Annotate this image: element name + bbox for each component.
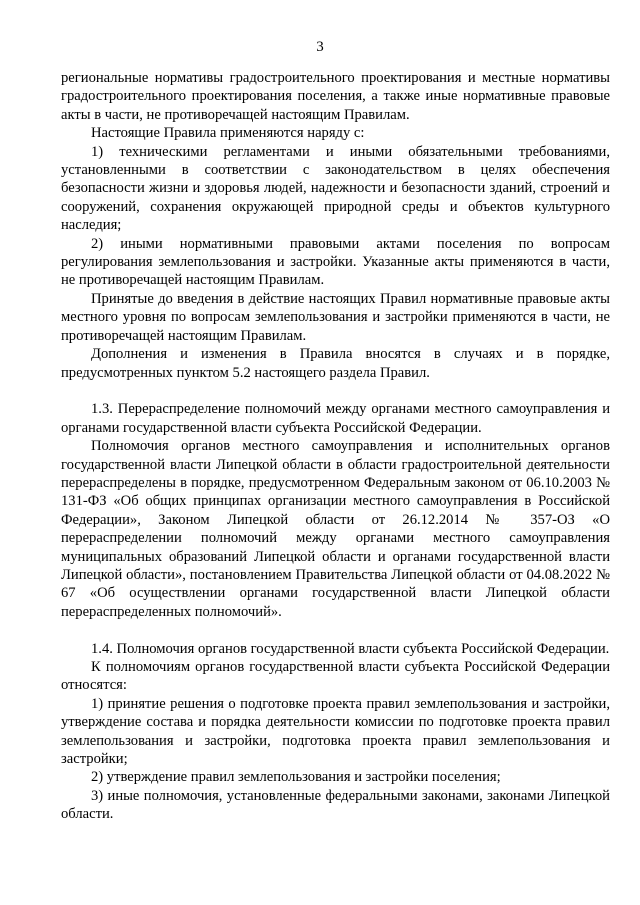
section-heading-1-4: 1.4. Полномочия органов государственной власти субъекта Российской Федерации. xyxy=(91,640,610,657)
paragraph-powers-redistribution: Полномочия органов местного самоуправления и исполнительных органов государственной власти Липецкой области в области градостроительной деятельности перераспределены в порядке, предусмотренном Федеральным законом от 06.10.2003 № 131-ФЗ «Об общих принципах организации местного самоуправления в Российской Федерации», Законом Липецкой области от 26.12.2014 № 357-ОЗ «О перераспределении полномочий между органами местного самоуправления муниципальных образований Липецкой области и органами государственной власти Липецкой области», постановлением Правительства Липецкой области от 04.08.2022 № 67 «Об осуществлении органами государственной власти Липецкой области перераспределенных полномочий». xyxy=(61,438,610,620)
list-item-decision-preparation: 1) принятие решения о подготовке проекта правил землепользования и застройки, утверждение состава и порядка деятельности комиссии по подготовке проекта правил землепользования и застройки, подготовка проекта правил землепользования и застройки; xyxy=(61,695,610,767)
list-item-other-powers: 3) иные полномочия, установленные федеральными законами, законами Липецкой области. xyxy=(61,787,610,823)
list-item-technical-regulations: 1) техническими регламентами и иными обязательными требованиями, установленными в соответствии с законодательством в целях обеспечения безопасности жизни и здоровья людей, надежности и безопасности зданий, строений и сооружений, сохранения окружающей природной среды и объектов культурного наследия; xyxy=(61,143,610,234)
document-body xyxy=(61,69,610,824)
paragraph-amendments: Дополнения и изменения в Правила вносятся в случаях и в порядке, предусмотренных пунктом 5.2 настоящего раздела Правил. xyxy=(61,346,610,381)
list-item-other-acts: 2) иными нормативными правовыми актами поселения по вопросам регулирования землепользования и застройки. Указанные акты применяются в части, не противоречащей настоящим Правилам. xyxy=(61,235,610,289)
paragraph-continuation: региональные нормативы градостроительного проектирования и местные нормативы градостроительного проектирования поселения, а также иные нормативные правовые акты в части, не противоречащей настоящим Правилам. xyxy=(61,70,610,123)
paragraph-prior-acts: Принятые до введения в действие настоящих Правил нормативные правовые акты местного уровня по вопросам землепользования и застройки применяются в части, не противоречащей настоящим Правилам. xyxy=(61,290,610,344)
section-heading-1-3: 1.3. Перераспределение полномочий между органами местного самоуправления и органами государственной власти субъекта Российской Федерации. xyxy=(61,401,610,436)
list-item-approval: 2) утверждение правил землепользования и застройки поселения; xyxy=(91,769,501,786)
paragraph-rules-applied-intro: Настоящие Правила применяются наряду с: xyxy=(91,125,365,142)
page-number: 3 xyxy=(316,39,324,55)
paragraph-powers-intro: К полномочиям органов государственной власти субъекта Российской Федерации относятся: xyxy=(61,658,610,694)
